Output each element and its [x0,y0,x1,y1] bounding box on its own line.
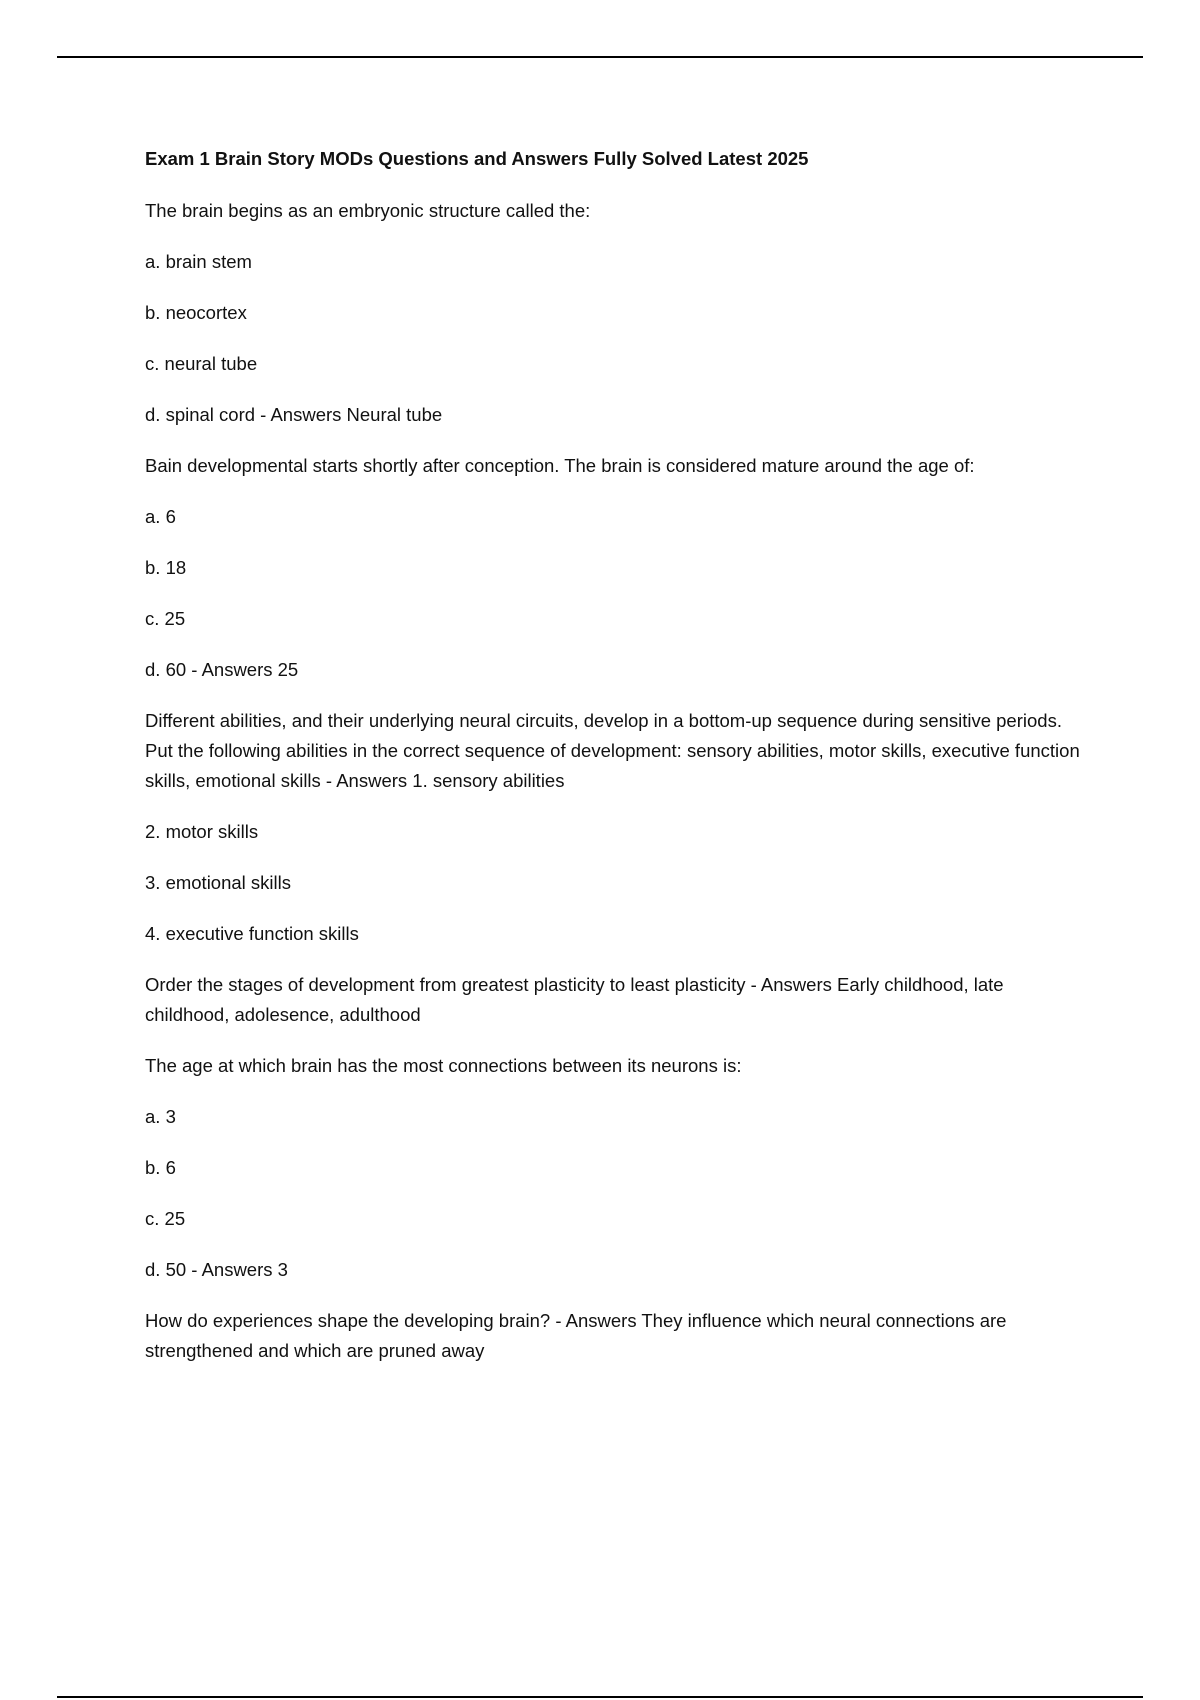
option-2b: b. 18 [145,557,187,578]
option-1c: c. neural tube [145,353,258,374]
question-2: Bain developmental starts shortly after conception. The brain is considered mature around the age of: [145,455,975,476]
option-2d-answer: d. 60 - Answers 25 [145,659,299,680]
sequence-item-3: 3. emotional skills [145,872,292,893]
question-1: The brain begins as an embryonic structure called the: [145,200,591,221]
document-title: Exam 1 Brain Story MODs Questions and Answers Fully Solved Latest 2025 [145,148,809,169]
option-1b: b. neocortex [145,302,247,323]
question-5: The age at which brain has the most connections between its neurons is: [145,1055,742,1076]
option-5d-answer: d. 50 - Answers 3 [145,1259,288,1280]
sequence-item-2: 2. motor skills [145,821,259,842]
question-3-answer: Different abilities, and their underlying neural circuits, develop in a bottom-up sequence during sensitive periods. Put the following abilities in the correct sequence of development: sensory abilities, motor skills, executive function skills, emotional skills - Answers 1. sensory abilities [145,710,1085,791]
option-5a: a. 3 [145,1106,176,1127]
option-2c: c. 25 [145,608,186,629]
option-5b: b. 6 [145,1157,176,1178]
document-body [145,145,1085,1387]
option-2a: a. 6 [145,506,176,527]
question-6-answer: How do experiences shape the developing brain? - Answers They influence which neural connections are strengthened and which are pruned away [145,1310,1012,1361]
option-5c: c. 25 [145,1208,186,1229]
sequence-item-4: 4. executive function skills [145,923,359,944]
bottom-rule [57,1696,1143,1698]
top-rule [57,56,1143,58]
option-1d-answer: d. spinal cord - Answers Neural tube [145,404,443,425]
question-4-answer: Order the stages of development from greatest plasticity to least plasticity - Answers Early childhood, late childhood, adolesence, adulthood [145,974,1009,1025]
option-1a: a. brain stem [145,251,252,272]
